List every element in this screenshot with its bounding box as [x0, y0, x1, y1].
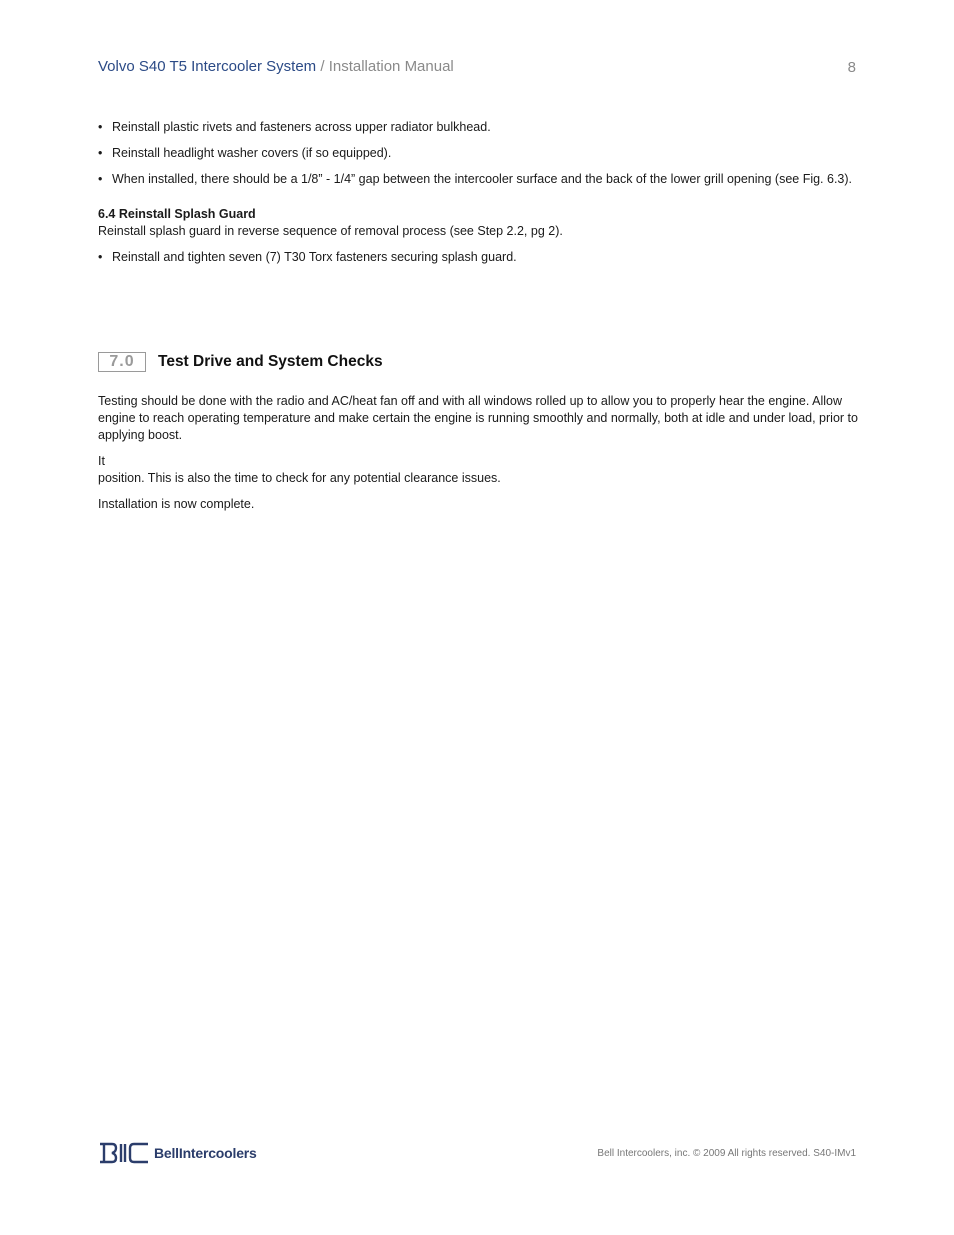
- section-7: [98, 352, 858, 522]
- header-separator: /: [316, 58, 329, 75]
- section-number-badge: 7.0: [98, 352, 146, 372]
- section-heading: [98, 352, 858, 372]
- section-title: Test Drive and System Checks: [158, 353, 383, 370]
- bell-intercoolers-logo: [98, 1142, 257, 1164]
- list-item: • Reinstall and tighten seven (7) T30 Torx fasteners securing splash guard.: [98, 249, 858, 266]
- paragraph: It: [98, 454, 105, 468]
- list-item: • When installed, there should be a 1/8” - 1/4” gap between the intercooler surface and the back of the lower grill opening (see Fig. 6.3).: [98, 171, 858, 188]
- bic-logo-icon: [98, 1142, 150, 1164]
- paragraph: position. This is also the time to check for any potential clearance issues.: [98, 471, 501, 485]
- logo-text: BellIntercoolers: [154, 1145, 257, 1161]
- section-body: [98, 393, 858, 513]
- bullet-list: [98, 119, 858, 188]
- bullet-list: [98, 249, 858, 266]
- subsection-intro: Reinstall splash guard in reverse sequence of removal process (see Step 2.2, pg 2).: [98, 224, 563, 238]
- document-type: Installation Manual: [328, 58, 454, 75]
- logo-mark-text: BIC: [98, 1142, 100, 1143]
- paragraph: Testing should be done with the radio and AC/heat fan off and with all windows rolled up to allow you to properly hear the engine. Allow engine to reach operating temperature and make certain the engine is running smoothly and normally, both at idle and under load, prior to applying boost.: [98, 394, 858, 442]
- page-number: 8: [847, 59, 856, 76]
- product-name: Volvo S40 T5 Intercooler System: [98, 58, 317, 75]
- paragraph: Installation is now complete.: [98, 497, 255, 511]
- footer-copyright: Bell Intercoolers, inc. © 2009 All rights reserved. S40-IMv1: [597, 1148, 856, 1159]
- section-6-content: [98, 119, 858, 275]
- list-item: • Reinstall headlight washer covers (if so equipped).: [98, 145, 858, 162]
- list-item: • Reinstall plastic rivets and fasteners across upper radiator bulkhead.: [98, 119, 858, 136]
- subsection-title: 6.4 Reinstall Splash Guard: [98, 207, 256, 221]
- page-header-title: [98, 58, 454, 75]
